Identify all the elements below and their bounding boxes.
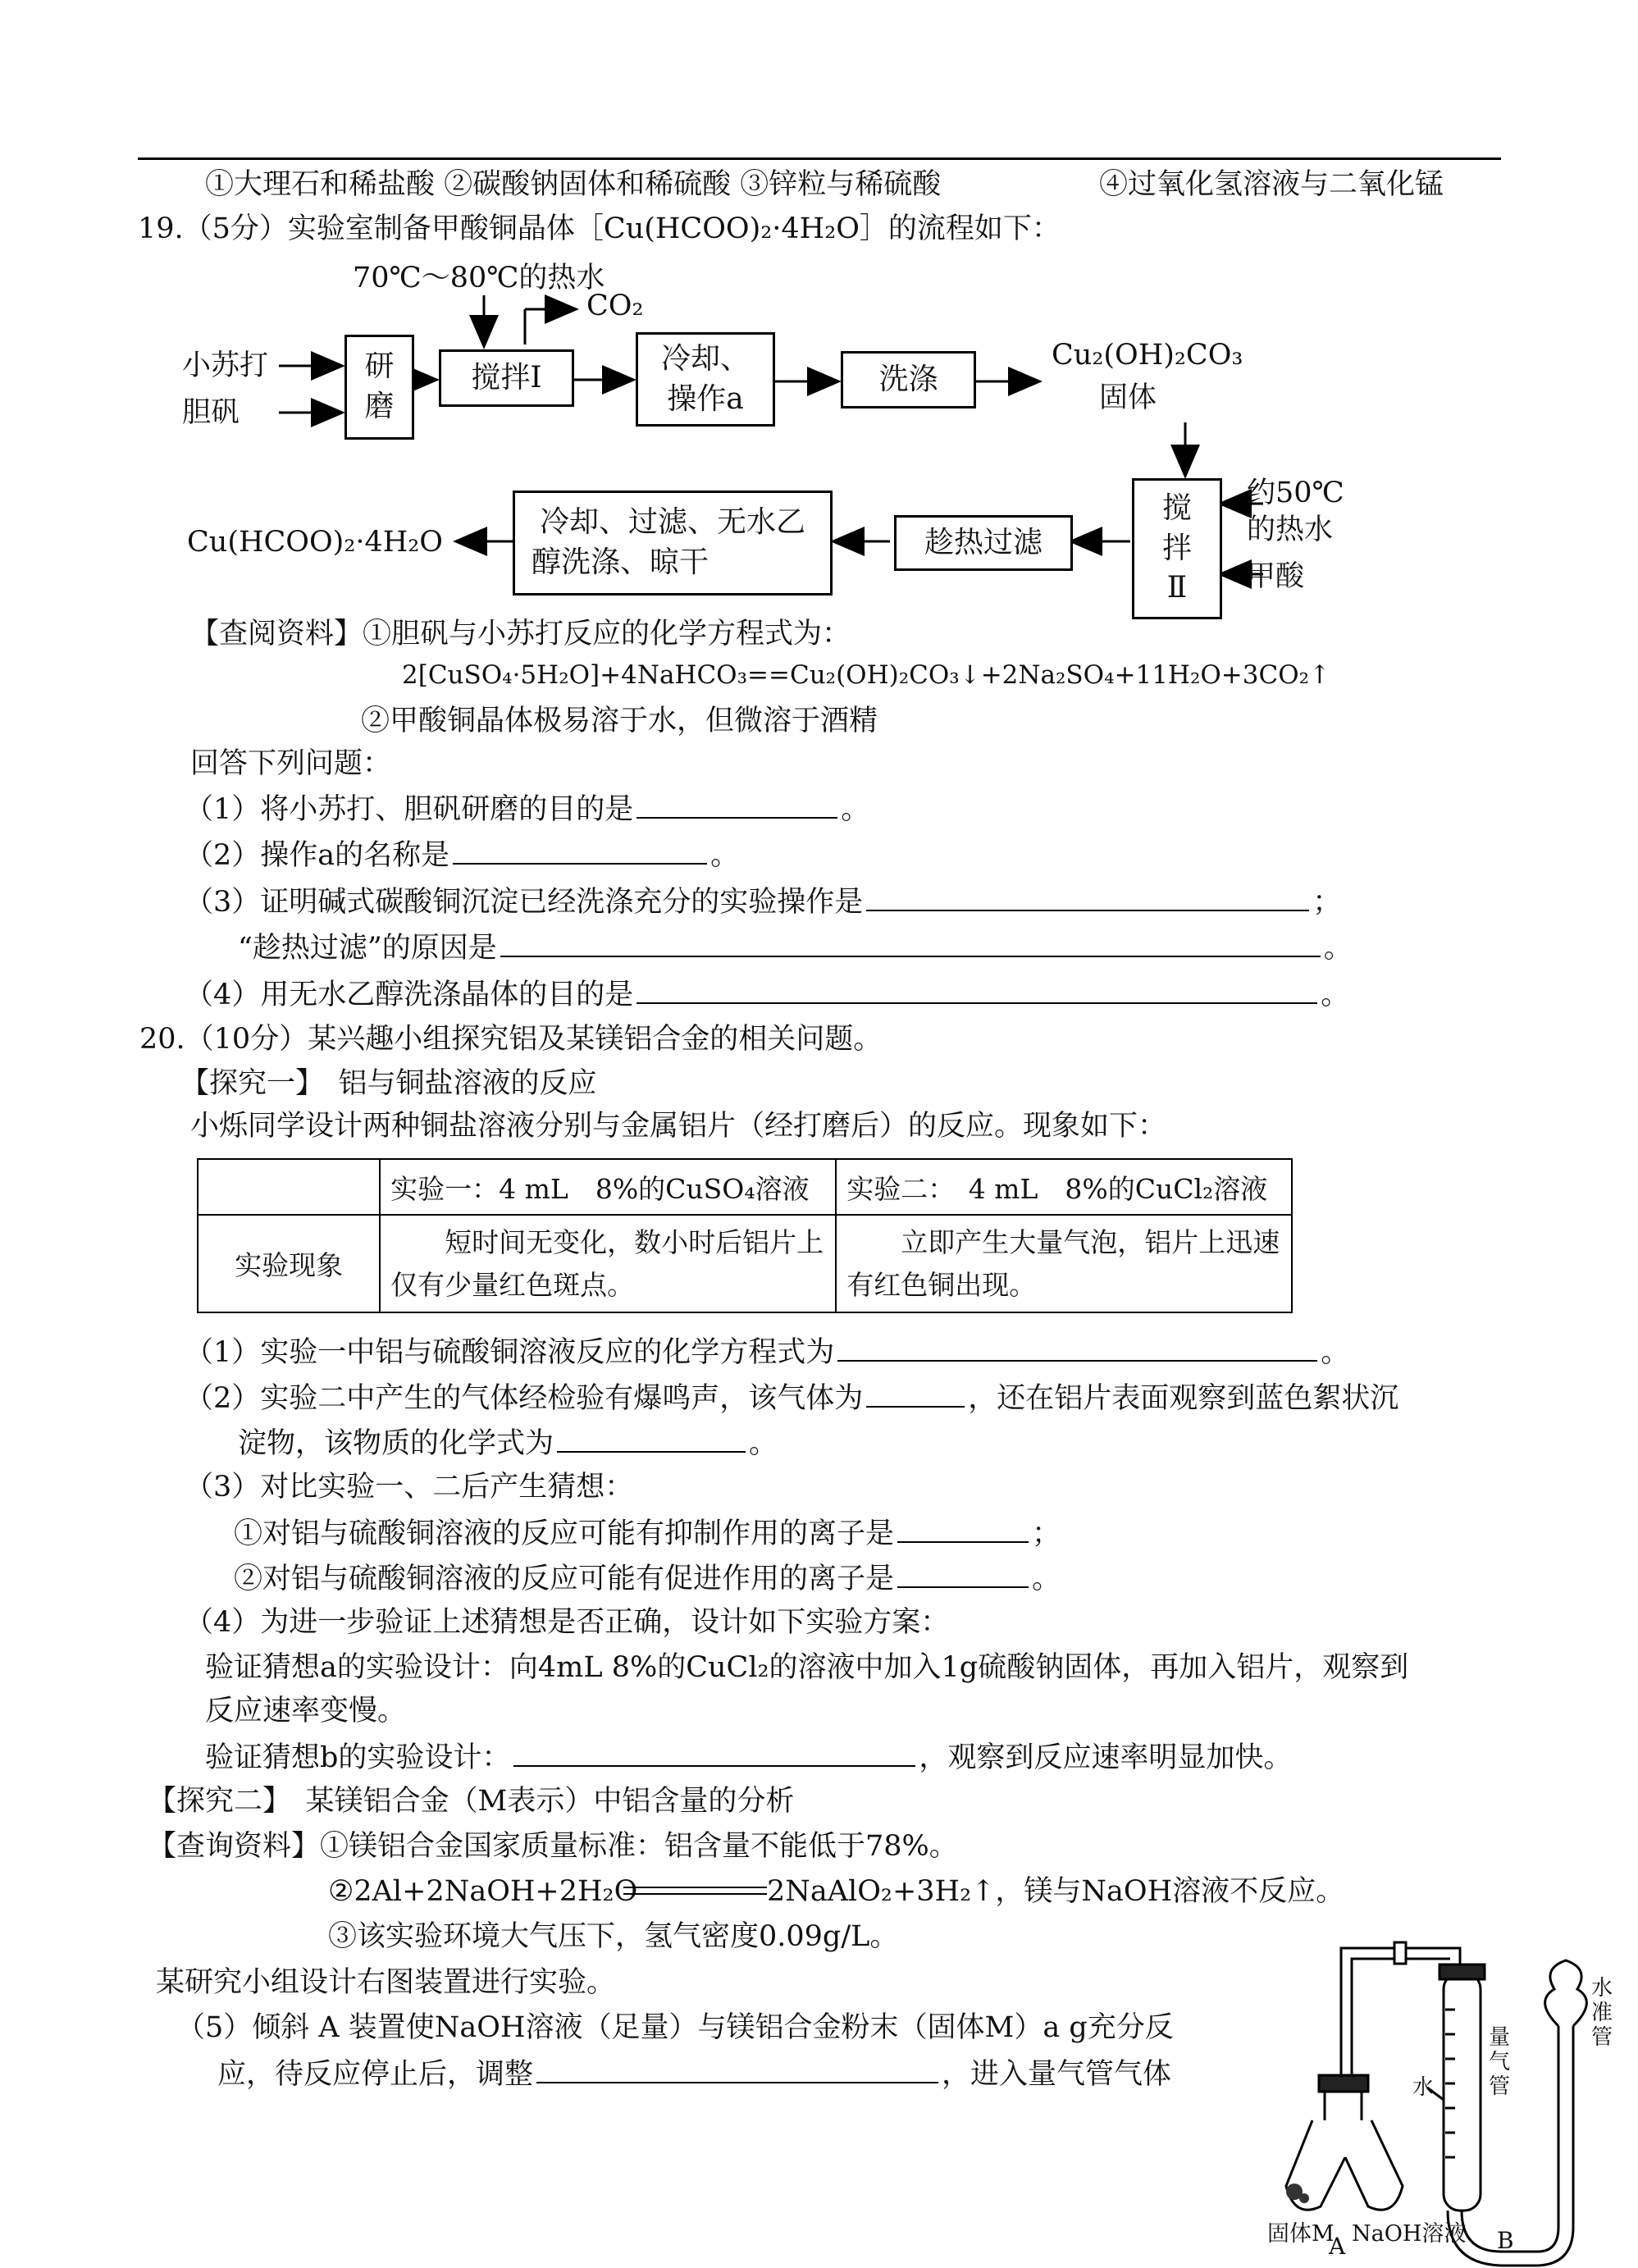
- q19-equation: 2[CuSO₄·5H₂O]+4NaHCO₃==Cu₂(OH)₂CO₃↓+2Na₂SO₄+11H₂O+3CO₂↑: [402, 660, 1331, 690]
- prev-option-4: ④过氧化氢溶液与二氧化锰: [1099, 168, 1444, 201]
- q20-question-2c: [238, 1425, 778, 1461]
- q19-q3b-text: “趁热过滤”的原因是: [238, 932, 497, 965]
- table-row: [198, 1215, 1292, 1312]
- q20-q5c-text: ，进入量气管气体: [942, 2058, 1172, 2091]
- table-obs-exp2: 立即产生大量气泡，铝片上迅速有红色铜出现。: [836, 1215, 1292, 1312]
- q20-q1-period: 。: [1321, 1336, 1350, 1369]
- q20-q2-text-c: 淀物，该物质的化学式为: [238, 1427, 554, 1460]
- q20-question-4: （4）为进一步验证上述猜想是否正确，设计如下实验方案：: [185, 1606, 950, 1639]
- q20-setup: 某研究小组设计右图装置进行实验。: [156, 1966, 616, 1999]
- flow-warm-water-2: 的热水: [1247, 513, 1334, 546]
- q19-q3-semicolon: ；: [1312, 886, 1342, 919]
- q19-ref-title: 【查阅资料】①胆矾与小苏打反应的化学方程式为：: [190, 618, 851, 650]
- q20-q3b-text: ②对铝与硫酸铜溶液的反应可能有促进作用的离子是: [234, 1563, 895, 1595]
- table-row-label: 实验现象: [198, 1215, 380, 1312]
- y-tube-neck: [1325, 2088, 1362, 2120]
- y-tube-left-arm: [1286, 2120, 1345, 2210]
- q20-q5-answer-blank[interactable]: [536, 2056, 938, 2083]
- flow-cool-label-2: 操作a: [667, 381, 744, 416]
- flow-stir1-box: [439, 349, 574, 407]
- experiment-table: [197, 1158, 1293, 1313]
- flow-stir2-box: [1132, 478, 1222, 619]
- apparatus-gas-tube: 量气管: [1489, 2025, 1511, 2099]
- q19-answer-prompt: 回答下列问题：: [190, 747, 392, 780]
- apparatus-level-tube: 水准管: [1591, 1976, 1613, 2050]
- q20-title: 20.（10分）某兴趣小组探究铝及某镁铝合金的相关问题。: [139, 1023, 883, 1056]
- q20-q3a-semicolon: ；: [1032, 1517, 1061, 1550]
- q19-q1-period: 。: [841, 793, 870, 826]
- q20-q2-text-b: ，还在铝片表面观察到蓝色絮状沉: [968, 1382, 1399, 1415]
- q19-q2-answer-blank[interactable]: [453, 837, 707, 865]
- q20-q2-formula-blank[interactable]: [557, 1425, 746, 1453]
- q20-verify-b-text-1: 验证猜想b的实验设计：: [205, 1741, 511, 1774]
- y-tube-right-arm: [1345, 2120, 1403, 2210]
- q20-question-5a: （5）倾斜 A 装置使NaOH溶液（足量）与镁铝合金粉末（固体M）a g充分反: [176, 2011, 1174, 2044]
- q20-q3a-text: ①对铝与硫酸铜溶液的反应可能有抑制作用的离子是: [234, 1517, 895, 1550]
- flow-stir1-label: 搅拌Ⅰ: [471, 360, 542, 395]
- apparatus-water: 水: [1412, 2075, 1435, 2100]
- q20-question-1: [185, 1334, 1349, 1370]
- q19-q4-text: （4）用无水乙醇洗涤晶体的目的是: [185, 979, 634, 1011]
- top-rule: [138, 157, 1501, 160]
- q20-question-2: [185, 1380, 1398, 1416]
- flow-wash-label: 洗涤: [878, 362, 938, 396]
- q19-q4-period: 。: [1321, 979, 1350, 1011]
- q20-explore-2: 【探究二】 某镁铝合金（M表示）中铝含量的分析: [148, 1785, 795, 1818]
- table-obs-exp1: 短时间无变化，数小时后铝片上仅有少量红色斑点。: [380, 1215, 836, 1312]
- q19-q2-period: 。: [710, 839, 740, 872]
- apparatus-solid-m: 固体M: [1267, 2221, 1335, 2247]
- q19-q3-answer-blank[interactable]: [866, 883, 1309, 911]
- q20-intro: 小烁同学设计两种铜盐溶液分别与金属铝片（经打磨后）的反应。现象如下：: [190, 1110, 1167, 1143]
- q19-question-3: [185, 883, 1341, 920]
- q19-q1-text: （1）将小苏打、胆矾研磨的目的是: [185, 793, 634, 826]
- flow-basic-carbonate: Cu₂(OH)₂CO₃: [1052, 339, 1243, 372]
- flow-stir2-label: 搅拌Ⅱ: [1161, 491, 1192, 605]
- flow-input-blue-vitriol: 胆矾: [182, 396, 240, 429]
- flow-input-baking-soda: 小苏打: [182, 349, 269, 382]
- flow-product: Cu(HCOO)₂·4H₂O: [187, 526, 443, 559]
- q20-verify-b-text-2: ，观察到反应速率明显加快。: [919, 1741, 1293, 1774]
- q20-explore-1: 【探究一】 铝与铜盐溶液的反应: [180, 1067, 597, 1100]
- flow-cool-box: [636, 332, 775, 427]
- q20-verify-b-blank[interactable]: [513, 1739, 915, 1767]
- apparatus-label-a: A: [1329, 2233, 1346, 2260]
- q20-question-5b: [217, 2056, 1171, 2092]
- q19-ref-2: ②甲酸铜晶体极易溶于水，但微溶于酒精: [361, 705, 878, 737]
- flow-solid-label: 固体: [1099, 381, 1157, 414]
- flow-hot-water: 70℃～80℃的热水: [353, 262, 605, 294]
- q20-q2-period: 。: [749, 1427, 778, 1460]
- q20-q1-answer-blank[interactable]: [837, 1334, 1317, 1362]
- q20-verify-a-line1: 验证猜想a的实验设计：向4mL 8%的CuCl₂的溶液中加入1g硫酸钠固体，再加入铝片，观察到: [205, 1651, 1409, 1684]
- table-corner-cell: [198, 1159, 380, 1215]
- flow-formic-acid: 甲酸: [1247, 560, 1305, 593]
- q20-q5b-text: 应，待反应停止后，调整: [217, 2058, 534, 2091]
- flow-grind-box: [344, 335, 414, 440]
- q19-q1-answer-blank[interactable]: [636, 791, 837, 819]
- q20-verify-a-line2: 反应速率变慢。: [205, 1695, 407, 1727]
- table-header-exp1: 实验一：4 mL 8%的CuSO₄溶液: [380, 1159, 836, 1215]
- q20-question-3a: [234, 1515, 1061, 1551]
- flow-final-label-2: 醇洗涤、晾干: [532, 545, 709, 579]
- q20-question-3b: [234, 1560, 1061, 1596]
- q20-ref-3: ③该实验环境大气压下，氢气密度0.09g/L。: [328, 1920, 899, 1953]
- q20-q2-text-a: （2）实验二中产生的气体经检验有爆鸣声，该气体为: [185, 1382, 864, 1415]
- q19-title: 19.（5分）实验室制备甲酸铜晶体［Cu(HCOO)₂·4H₂O］的流程如下：: [138, 212, 1061, 245]
- flow-hot-filter-box: [894, 515, 1073, 571]
- q19-question-2: [185, 837, 739, 873]
- q20-question-3: （3）对比实验一、二后产生猜想：: [185, 1471, 634, 1504]
- q19-question-1: [185, 791, 869, 827]
- q19-question-4: [185, 976, 1349, 1012]
- q20-q1-text: （1）实验一中铝与硫酸铜溶液反应的化学方程式为: [185, 1336, 835, 1369]
- q20-ref-2b: 2NaAlO₂+3H₂↑，镁与NaOH溶液不反应。: [767, 1875, 1345, 1908]
- flow-wash-box: [841, 351, 976, 408]
- q20-verify-b: [205, 1739, 1292, 1775]
- q19-q3-text: （3）证明碱式碳酸铜沉淀已经洗涤充分的实验操作是: [185, 886, 864, 919]
- q19-q2-text: （2）操作a的名称是: [185, 839, 450, 872]
- flow-final-box: [513, 491, 833, 596]
- flow-hot-filter-label: 趁热过滤: [924, 525, 1043, 559]
- q19-q3b-answer-blank[interactable]: [500, 929, 1321, 957]
- q19-question-3b: [238, 929, 1353, 965]
- q20-q3b-answer-blank[interactable]: [897, 1560, 1029, 1588]
- q20-ref-2a: ②2Al+2NaOH+2H₂O: [328, 1875, 638, 1908]
- q19-q4-answer-blank[interactable]: [636, 976, 1317, 1004]
- apparatus-naoh: NaOH溶液: [1352, 2221, 1467, 2247]
- q20-q2-gas-blank[interactable]: [866, 1380, 965, 1408]
- q19-q3b-period: 。: [1323, 932, 1353, 965]
- flow-warm-water-1: 约50℃: [1247, 477, 1344, 509]
- table-header-exp2: 实验二： 4 mL 8%的CuCl₂溶液: [836, 1159, 1292, 1215]
- flow-co2: CO₂: [586, 290, 644, 322]
- q20-ref-1: 【查询资料】①镁铝合金国家质量标准：铝含量不能低于78%。: [148, 1830, 958, 1863]
- prev-options: ①大理石和稀盐酸 ②碳酸钠固体和稀硫酸 ③锌粒与稀硫酸: [205, 168, 942, 201]
- q20-q3b-period: 。: [1032, 1563, 1061, 1595]
- flow-final-label-1: 冷却、过滤、无水乙: [539, 505, 805, 540]
- flow-cool-label-1: 冷却、: [660, 341, 750, 376]
- table-header-row: [198, 1159, 1292, 1215]
- apparatus-label-b: B: [1497, 2227, 1514, 2254]
- q20-q3a-answer-blank[interactable]: [897, 1515, 1029, 1543]
- flow-grind-label: 研磨: [364, 349, 395, 423]
